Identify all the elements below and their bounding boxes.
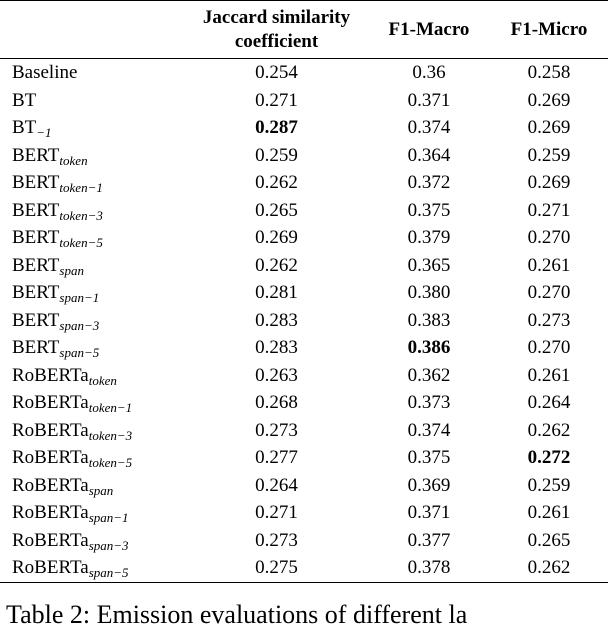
model-name: BERT	[12, 309, 60, 331]
f1-macro-value-cell: 0.377	[407, 529, 451, 551]
f1-macro-value-cell: 0.375	[407, 199, 451, 221]
f1-micro-value-cell: 0.259	[527, 474, 571, 496]
f1-micro-value-cell: 0.272	[527, 447, 571, 468]
model-name: RoBERTa	[12, 529, 89, 551]
jaccard-value-cell: 0.275	[255, 557, 298, 578]
f1-macro-value-cell: 0.369	[407, 474, 451, 496]
model-name-cell	[0, 224, 185, 252]
model-name-cell	[0, 362, 185, 390]
model-variant-subscript: span−5	[88, 565, 129, 580]
model-variant-subscript: span−5	[59, 345, 100, 360]
f1-macro-value-cell: 0.371	[407, 89, 451, 111]
f1-micro-value-cell: 0.261	[527, 254, 571, 276]
table-row	[0, 362, 608, 390]
model-name: RoBERTa	[12, 557, 89, 578]
model-name-cell	[0, 87, 185, 115]
jaccard-value-cell: 0.263	[255, 364, 298, 386]
model-name: Baseline	[12, 62, 78, 83]
f1-micro-value-cell: 0.270	[527, 337, 571, 358]
f1-macro-value-cell: 0.374	[407, 419, 451, 441]
model-variant-subscript: span−1	[59, 290, 100, 305]
jaccard-value-cell: 0.281	[255, 282, 298, 303]
model-name: RoBERTa	[12, 419, 89, 441]
model-name: BERT	[12, 199, 60, 221]
jaccard-value-cell: 0.262	[255, 254, 298, 276]
model-variant-subscript: span	[59, 262, 84, 278]
table-row	[0, 224, 608, 252]
model-name-cell	[0, 334, 185, 362]
f1-micro-value-cell: 0.273	[527, 309, 571, 331]
f1-micro-value-cell: 0.269	[527, 172, 571, 193]
jaccard-value-cell: 0.268	[255, 392, 298, 413]
table-row	[0, 499, 608, 527]
model-name-cell	[0, 472, 185, 500]
table-row	[0, 527, 608, 555]
model-variant-subscript: span−1	[88, 510, 129, 525]
jaccard-value-cell: 0.277	[255, 447, 298, 468]
model-name-cell	[0, 279, 185, 307]
jaccard-value-cell: 0.271	[255, 502, 298, 523]
model-variant-subscript: token−5	[88, 455, 133, 470]
table-caption: Table 2: Emission evaluations of different la	[6, 600, 468, 629]
jaccard-value-cell: 0.271	[255, 89, 298, 111]
f1-micro-value-cell: 0.270	[527, 282, 571, 303]
model-variant-subscript: span	[88, 482, 114, 498]
f1-macro-value-cell: 0.365	[407, 254, 451, 276]
table-header	[0, 1, 608, 59]
jaccard-value-cell: 0.264	[255, 474, 298, 496]
f1-macro-value-cell: 0.383	[407, 309, 451, 331]
header-f1-micro: F1-Micro	[510, 19, 588, 40]
table-row	[0, 389, 608, 417]
jaccard-value-cell: 0.265	[255, 199, 298, 221]
f1-micro-value-cell: 0.261	[527, 364, 571, 386]
model-name: RoBERTa	[12, 447, 89, 468]
model-name: BERT	[12, 227, 60, 248]
model-variant-subscript: token−1	[88, 400, 133, 415]
f1-micro-value-cell: 0.265	[527, 529, 571, 551]
table-row	[0, 59, 608, 87]
model-variant-subscript: −1	[36, 125, 52, 140]
model-name-cell	[0, 554, 185, 582]
header-f1-macro: F1-Macro	[388, 19, 470, 40]
model-name-cell	[0, 142, 185, 170]
model-name-cell	[0, 444, 185, 472]
model-name-cell	[0, 417, 185, 445]
model-name-cell	[0, 389, 185, 417]
jaccard-value-cell: 0.273	[255, 419, 298, 441]
jaccard-value-cell: 0.283	[255, 309, 298, 331]
table-row	[0, 554, 608, 582]
model-name-cell	[0, 169, 185, 197]
f1-macro-value-cell: 0.371	[407, 502, 451, 523]
model-name: RoBERTa	[12, 364, 89, 386]
table-row	[0, 197, 608, 225]
model-name-cell	[0, 307, 185, 335]
model-variant-subscript: token	[88, 372, 117, 388]
model-variant-subscript: token−3	[88, 427, 133, 443]
model-name-cell	[0, 59, 185, 87]
jaccard-value-cell: 0.259	[255, 144, 298, 166]
table-row	[0, 114, 608, 142]
model-name: BT	[12, 89, 37, 111]
f1-micro-value-cell: 0.269	[527, 89, 571, 111]
f1-micro-value-cell: 0.271	[527, 199, 571, 221]
model-name: RoBERTa	[12, 502, 89, 523]
jaccard-value-cell: 0.262	[255, 172, 298, 193]
model-variant-subscript: span−3	[59, 317, 100, 333]
table-row	[0, 417, 608, 445]
model-name: RoBERTa	[12, 474, 89, 496]
f1-micro-value-cell: 0.258	[527, 62, 571, 83]
f1-macro-value-cell: 0.373	[407, 392, 451, 413]
model-name: BERT	[12, 282, 60, 303]
model-variant-subscript: token−1	[59, 180, 103, 195]
model-name-cell	[0, 197, 185, 225]
f1-micro-value-cell: 0.262	[527, 557, 571, 578]
jaccard-value-cell: 0.287	[255, 117, 298, 138]
f1-macro-value-cell: 0.375	[407, 447, 451, 468]
f1-micro-value-cell: 0.270	[527, 227, 571, 248]
table-row	[0, 472, 608, 500]
model-variant-subscript: span−3	[88, 537, 129, 553]
f1-micro-value-cell: 0.269	[527, 117, 571, 138]
table-row	[0, 307, 608, 335]
table-row	[0, 169, 608, 197]
model-name-cell	[0, 252, 185, 280]
f1-macro-value-cell: 0.378	[407, 557, 451, 578]
header-model	[0, 1, 185, 59]
model-name-cell	[0, 114, 185, 142]
table-row	[0, 87, 608, 115]
model-name: BERT	[12, 337, 60, 358]
f1-macro-value-cell: 0.364	[407, 144, 451, 166]
model-name: BERT	[12, 172, 60, 193]
jaccard-value-cell: 0.273	[255, 529, 298, 551]
model-name: BERT	[12, 254, 60, 276]
model-name: BERT	[12, 144, 60, 166]
model-variant-subscript: token−5	[59, 235, 103, 250]
table-row	[0, 444, 608, 472]
f1-macro-value-cell: 0.362	[407, 364, 451, 386]
model-name: RoBERTa	[12, 392, 89, 413]
table-row	[0, 334, 608, 362]
model-variant-subscript: token−3	[59, 207, 103, 223]
f1-macro-value-cell: 0.372	[407, 172, 451, 193]
f1-macro-value-cell: 0.379	[407, 227, 451, 248]
f1-micro-value-cell: 0.264	[527, 392, 571, 413]
f1-micro-value-cell: 0.259	[527, 144, 571, 166]
f1-macro-value-cell: 0.386	[407, 337, 451, 358]
header-row	[0, 1, 608, 59]
model-name: BT	[12, 117, 37, 138]
f1-micro-value-cell: 0.261	[527, 502, 571, 523]
jaccard-value-cell: 0.269	[255, 227, 298, 248]
model-variant-subscript: token	[59, 152, 88, 168]
table-body	[0, 59, 608, 583]
f1-macro-value-cell: 0.374	[407, 117, 451, 138]
table-row	[0, 279, 608, 307]
table-row	[0, 142, 608, 170]
f1-macro-value-cell: 0.380	[407, 282, 451, 303]
model-name-cell	[0, 499, 185, 527]
model-name-cell	[0, 527, 185, 555]
f1-micro-value-cell: 0.262	[527, 419, 571, 441]
header-jaccard: Jaccard similarity coefficient	[202, 7, 351, 52]
jaccard-value-cell: 0.254	[255, 62, 298, 83]
f1-macro-value-cell: 0.36	[412, 62, 446, 83]
table-row	[0, 252, 608, 280]
jaccard-value-cell: 0.283	[255, 337, 298, 358]
